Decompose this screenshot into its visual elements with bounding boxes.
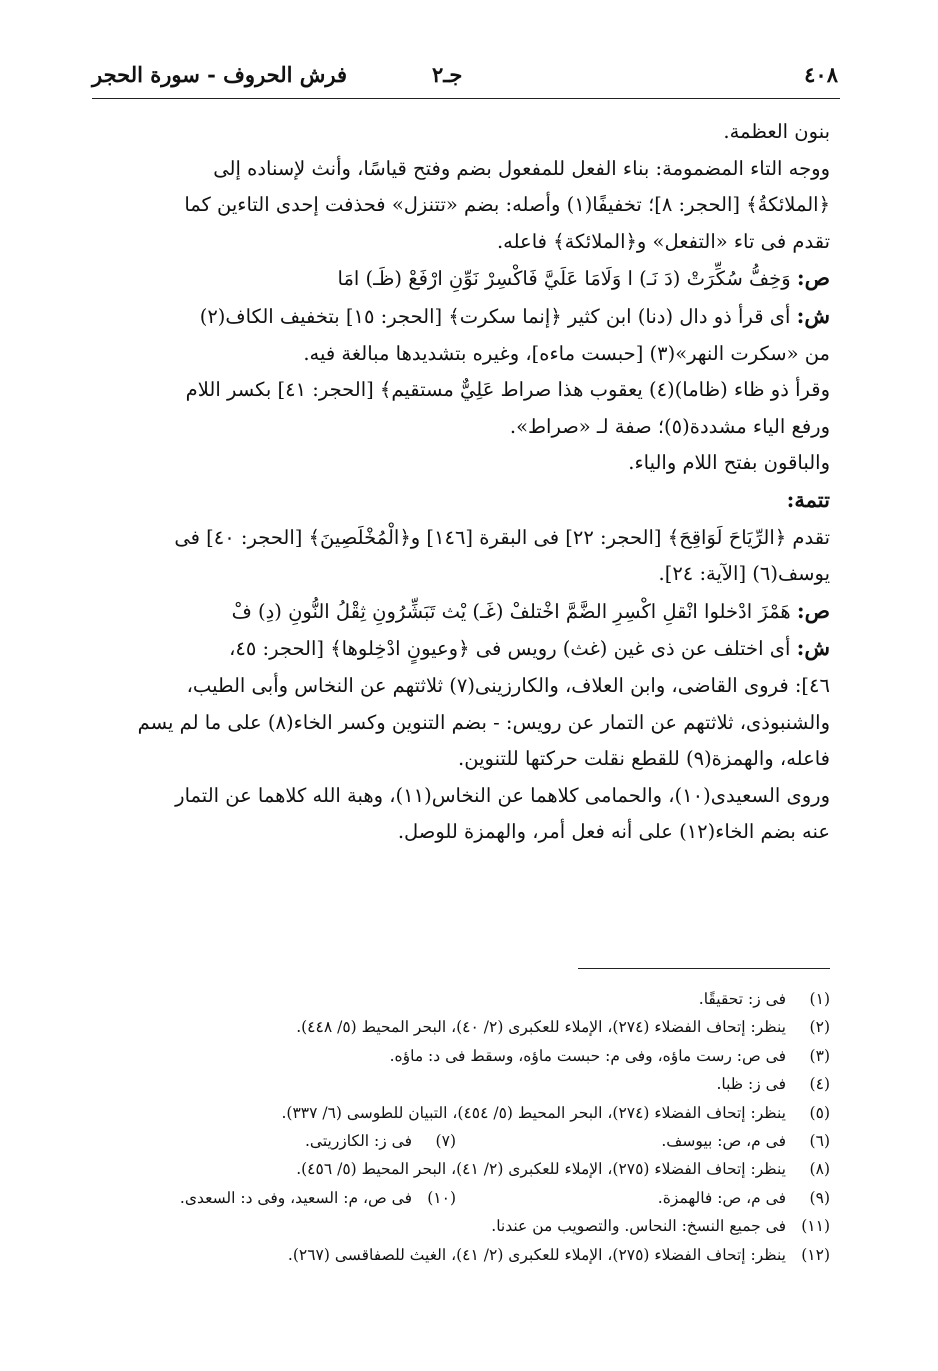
footnote-number: (٩) <box>809 1188 830 1207</box>
footnote <box>92 1184 830 1212</box>
text-line <box>92 151 830 188</box>
line-label: ص: <box>796 597 830 623</box>
page-number: ٤٠٨ <box>804 62 838 87</box>
footnote-number: (١٢) <box>801 1245 830 1264</box>
line-text: ﴿الملائكةُ﴾ [الحجر: ٨]؛ تخفيفًا(١) وأصله: بضم «تتنزل» فحذفت إحدى التاءين كما <box>184 193 830 217</box>
line-text: أى قرأ ذو دال (دنا) ابن كثير ﴿إنما سكرت﴾ [الحجر: ١٥] بتخفيف الكاف(٢) <box>199 304 791 328</box>
footnote-text: فى جميع النسخ: النحاس. والتصويب من عندنا. <box>491 1217 786 1236</box>
text-line <box>92 630 830 668</box>
footnote <box>92 1241 830 1269</box>
line-text: عنه بضم الخاء(١٢) على أنه فعل أمر، والهمزة للوصل. <box>397 820 830 844</box>
text-line <box>92 705 830 742</box>
footnote-text: ينظر: إتحاف الفضلاء (٢٧٤)، البحر المحيط (٥/ ٤٥٤)، التبيان للطوسى (٦/ ٣٣٧). <box>281 1103 786 1122</box>
text-line <box>92 668 830 705</box>
text-line <box>92 260 830 298</box>
text-line <box>92 482 830 520</box>
chapter-title: فرش الحروف - سورة الحجر <box>92 62 348 87</box>
line-text: ورفع الياء مشددة(٥)؛ صفة لـ «صراط». <box>509 414 830 438</box>
footnote-separator <box>578 968 830 969</box>
footnote <box>92 985 830 1013</box>
line-label: تتمة: <box>786 486 830 512</box>
line-text: والباقون بفتح اللام والياء. <box>628 451 830 475</box>
footnote-text: فى ز: الكازريتى. <box>304 1132 412 1151</box>
footnote <box>92 1042 830 1070</box>
footnote <box>92 1013 830 1041</box>
footnote-text: فى م، ص: فالهمزة. <box>657 1188 786 1207</box>
footnote <box>92 1070 830 1098</box>
line-text: تقدم ﴿الرِّيَاحَ لَوَاقِحَ﴾ [الحجر: ٢٢] فى البقرة [١٤٦] و﴿الْمُخْلَصِينَ﴾ [الحجر: ٤٠] فى <box>174 525 830 549</box>
line-text: وَخِفُّ سُكِّرَتْ (دَ نَـ) ا وَلَامَا عَلَيَّ فَاكْسِرْ نَوِّنِ ارْفَعْ (ظَـ) امَا <box>337 267 791 291</box>
footnote <box>92 1212 830 1240</box>
line-text: وروى السعيدى(١٠)، والحمامى كلاهما عن النخاس(١١)، وهبة الله كلاهما عن التمار <box>175 783 830 807</box>
footnote <box>92 1099 830 1127</box>
footnote-number: (١٠) <box>427 1188 456 1207</box>
line-text: وقرأ ذو ظاء (ظاما)(٤) يعقوب هذا صراط عَلِيٌّ مستقيم﴾ [الحجر: ٤١] بكسر اللام <box>185 378 830 402</box>
text-line <box>92 556 830 593</box>
footnote-number: (٨) <box>809 1160 830 1179</box>
footnote-number: (١) <box>809 990 830 1008</box>
footnote-number: (٤) <box>809 1075 830 1094</box>
text-line <box>92 778 830 815</box>
line-text: تقدم فى تاء «التفعل» و﴿الملائكة﴾ فاعله. <box>496 229 830 253</box>
footnote-text: فى ز: ظبا. <box>716 1075 786 1094</box>
line-text: يوسف(٦) [الآية: ٢٤]. <box>658 562 830 586</box>
line-label: ص: <box>796 265 830 291</box>
footnote-number: (٧) <box>435 1132 456 1151</box>
line-text: ووجه التاء المضمومة: بناء الفعل للمفعول بضم وفتح قياسًا، وأنث لإسناده إلى <box>213 156 830 180</box>
text-line <box>92 409 830 446</box>
text-line <box>92 520 830 557</box>
footnote-number: (٥) <box>809 1103 830 1122</box>
footnote-text: ينظر: إتحاف الفضلاء (٢٧٥)، الإملاء للعكبرى (٢/ ٤١)، الغيث للصفاقسى (٢٦٧). <box>287 1245 786 1264</box>
footnote-text: فى ز: تحقيقًا. <box>698 990 786 1008</box>
footnote-number: (٦) <box>809 1132 830 1151</box>
line-text: من «سكرت النهر»(٣) [حبست ماءه]، وغيره بتشديدها مبالغة فيه. <box>303 341 830 365</box>
footnote-number: (٣) <box>809 1046 830 1065</box>
text-line <box>92 814 830 851</box>
footnote-number: (١١) <box>801 1217 830 1236</box>
text-line <box>92 741 830 778</box>
text-line <box>92 298 830 336</box>
footnote <box>92 1155 830 1183</box>
footnote-text: ينظر: إتحاف الفضلاء (٢٧٥)، الإملاء للعكبرى (٢/ ٤١)، البحر المحيط (٥/ ٤٥٦). <box>296 1160 786 1179</box>
line-label: ش: <box>796 302 830 328</box>
text-line <box>92 372 830 409</box>
main-text <box>92 114 830 851</box>
line-text: هَمْزَ ادْخلوا انْقلِ اكْسِرِ الضَّمَّ اخْتلفْ (غَـ) يْث تَبَشِّرُونِ ثِقْلُ النُّونِ (دِ) فْ <box>231 599 791 623</box>
line-text: أى اختلف عن ذى غين (غث) رويس فى ﴿وعيونٍ ادْخِلوها﴾ [الحجر: ٤٥، <box>229 637 791 661</box>
footnote-number: (٢) <box>809 1018 830 1037</box>
footnotes <box>92 985 830 1269</box>
footnote-text: فى م، ص: بيوسف. <box>661 1132 786 1151</box>
line-text: بنون العظمة. <box>723 120 830 143</box>
text-line <box>92 593 830 631</box>
footnote-text: ينظر: إتحاف الفضلاء (٢٧٤)، الإملاء للعكبرى (٢/ ٤٠)، البحر المحيط (٥/ ٤٤٨). <box>296 1018 786 1037</box>
volume-label: جـ٢ <box>432 62 463 87</box>
footnote-text: فى ص، م: السعيد، وفى د: السعدى. <box>179 1188 412 1207</box>
footnote-text: فى ص: رست ماؤه، وفى م: حبست ماؤه، وسقط فى د: ماؤه. <box>389 1046 786 1065</box>
line-text: والشنبوذى، ثلاثتهم عن التمار عن رويس: - بضم التنوين وكسر الخاء(٨) على ما لم يسم <box>137 710 830 734</box>
text-line <box>92 336 830 373</box>
text-line <box>92 224 830 261</box>
text-line <box>92 445 830 482</box>
footnote <box>92 1127 830 1155</box>
text-line <box>92 114 830 151</box>
line-label: ش: <box>796 635 830 661</box>
text-line <box>92 187 830 224</box>
line-text: فاعله، والهمزة(٩) للقطع نقلت حركتها للتنوين. <box>458 747 830 771</box>
line-text: ٤٦]: فروى القاضى، وابن العلاف، والكارزينى(٧) ثلاثتهم عن النخاس وأبى الطيب، <box>186 673 830 697</box>
running-header <box>92 52 840 99</box>
